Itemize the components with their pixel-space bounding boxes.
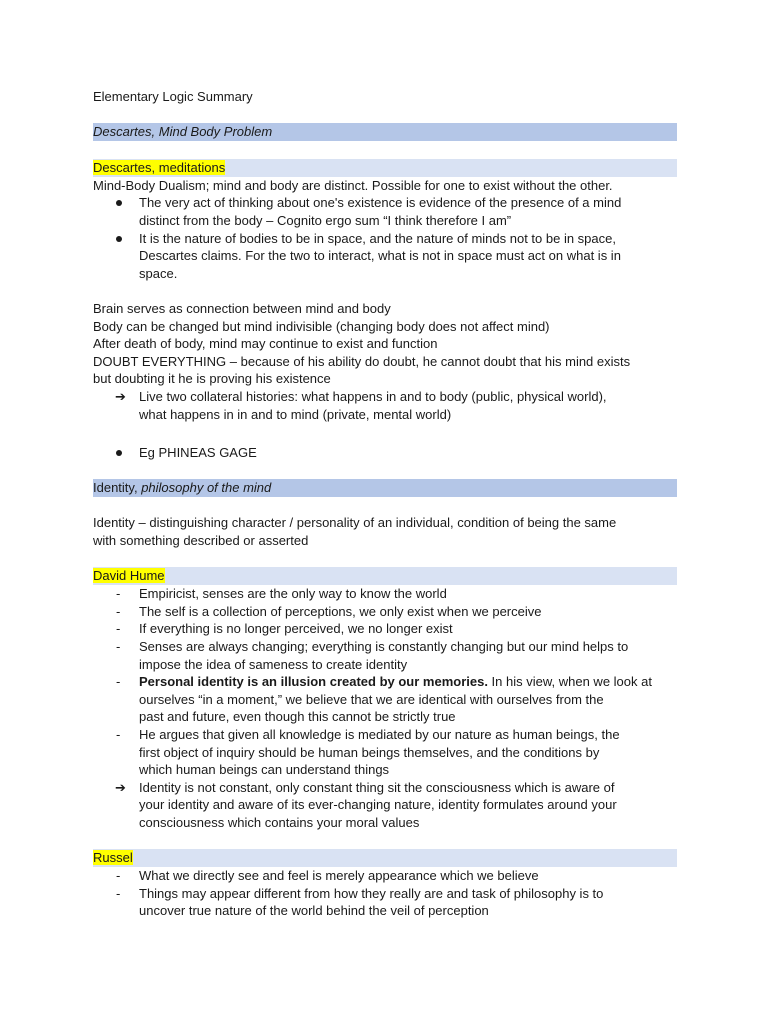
list-item: The very act of thinking about one's existence is evidence of the presence of a mind distinct from the body – Cognito ergo sum “I think therefore I am”	[93, 194, 677, 229]
dash-marker: -	[116, 727, 121, 742]
subheading-descartes-meditations-bar	[93, 159, 677, 177]
identity-definition: Identity – distinguishing character / personality of an individual, condition of being the same with something described or asserted	[93, 515, 617, 549]
dash-marker: -	[116, 586, 121, 602]
list-item: Eg PHINEAS GAGE	[93, 444, 677, 462]
section-heading-identity: Identity, philosophy of the mind	[93, 479, 677, 497]
dash-marker: -	[116, 603, 121, 619]
text-line: Brain serves as connection between mind and body	[93, 300, 391, 316]
descartes-arrow-list	[93, 388, 677, 423]
list-item: - If everything is no longer perceived, we no longer exist	[116, 621, 453, 637]
arrow-icon: ➔	[115, 779, 126, 795]
dash-marker: -	[116, 868, 121, 884]
bullet-icon	[116, 236, 122, 242]
subheading-russel-bar	[93, 849, 677, 867]
list-item: - The self is a collection of perceptions, we only exist when we perceive	[116, 603, 542, 619]
subheading-hume-bar	[93, 567, 677, 585]
list-item: - Things may appear different from how they really are and task of philosophy is to uncover true nature of the world behind the veil of perception	[116, 885, 604, 919]
descartes-bullet-list	[93, 194, 677, 282]
text-line: DOUBT EVERYTHING – because of his ability do doubt, he cannot doubt that his mind exists	[93, 353, 631, 369]
dash-marker: -	[116, 621, 121, 637]
bullet-icon	[116, 200, 122, 206]
subheading-russel: Russel	[93, 850, 133, 866]
subheading-descartes-meditations: Descartes, meditations	[93, 159, 226, 175]
subheading-hume: David Hume	[93, 568, 165, 584]
dualism-intro: Mind-Body Dualism; mind and body are distinct. Possible for one to exist without the other.	[93, 177, 613, 193]
list-item: - What we directly see and feel is merely appearance which we believe	[116, 868, 539, 884]
example-list	[93, 444, 677, 462]
russel-list	[93, 867, 677, 920]
list-item: - Personal identity is an illusion created by our memories. In his view, when we look at ourselves “in a moment,” we believe that we are identical with ourselves from the past and future, even though this cannot be strictly true	[116, 674, 652, 725]
list-item: - He argues that given all knowledge is mediated by our nature as human beings, the first object of inquiry should be human beings themselves, and the conditions by which human beings can understand things	[116, 727, 620, 778]
text-line: Body can be changed but mind indivisible (changing body does not affect mind)	[93, 318, 550, 334]
document-title: Elementary Logic Summary	[93, 89, 253, 104]
list-item: ➔ Identity is not constant, only constant thing sit the consciousness which is aware of your identity and aware of its ever-changing nature, identity formulates around your consciousness which contains your moral values	[115, 779, 617, 830]
section-heading-descartes: Descartes, Mind Body Problem	[93, 123, 677, 141]
document-body	[93, 88, 677, 920]
text-line: but doubting it he is proving his existence	[93, 371, 331, 387]
arrow-icon: ➔	[115, 388, 126, 404]
bullet-icon	[116, 450, 122, 456]
list-item: It is the nature of bodies to be in space, and the nature of minds not to be in space, Descartes claims. For the two to interact, what is not in space must act on what is in space.	[93, 230, 677, 283]
dash-marker: -	[116, 639, 121, 655]
text-line: After death of body, mind may continue to exist and function	[93, 336, 438, 352]
dash-marker: -	[116, 885, 121, 901]
list-item: - Senses are always changing; everything is constantly changing but our mind helps to impose the idea of sameness to create identity	[116, 639, 629, 672]
dash-marker: -	[116, 674, 121, 690]
list-item: - Empiricist, senses are the only way to know the world	[116, 586, 447, 602]
list-item: ➔ Live two collateral histories: what happens in and to body (public, physical world), what happens in in and to mind (private, mental world)	[115, 388, 607, 422]
hume-list	[93, 585, 677, 831]
